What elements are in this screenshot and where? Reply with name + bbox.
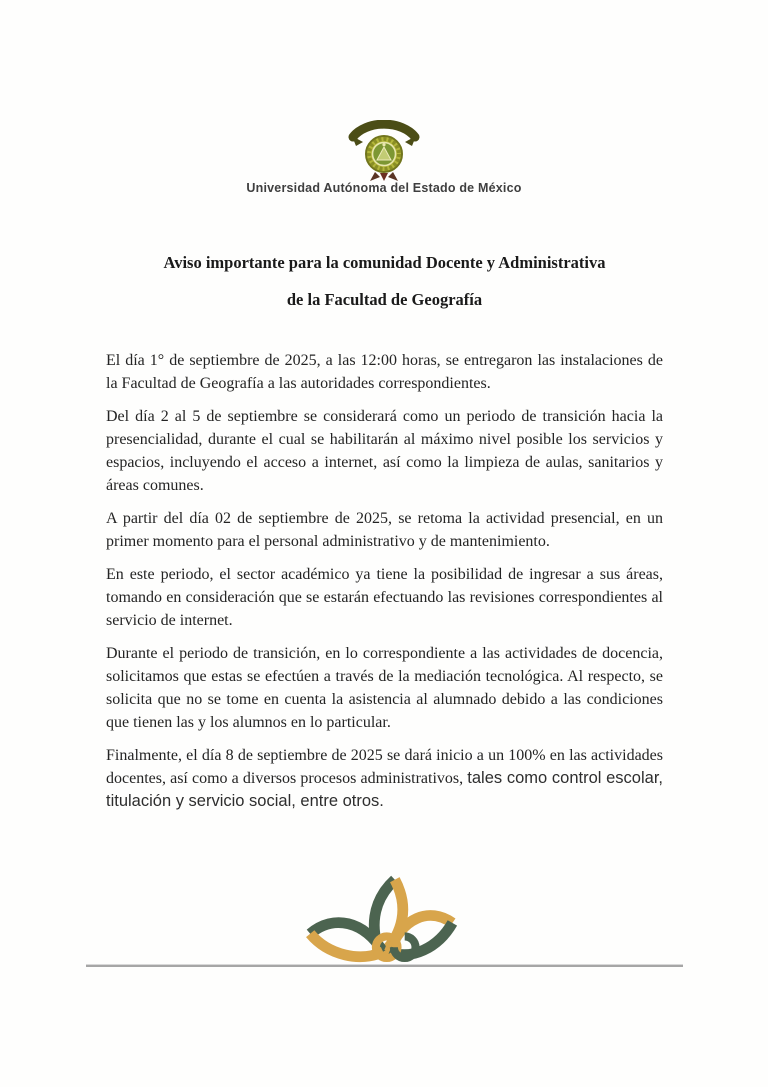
paragraph-final <box>106 744 663 813</box>
notice-title-line1: Aviso importante para la comunidad Docente y Administrativa <box>163 253 606 272</box>
university-name: Universidad Autónoma del Estado de México <box>246 181 522 195</box>
paragraph-academic-access: En este periodo, el sector académico ya tiene la posibilidad de ingresar a sus áreas, tomando en consideración que se estarán efectuando las revisiones correspondientes al servicio de internet. <box>106 566 663 629</box>
paragraph-final-sans-part: tales como control escolar, titulación y servicio social, entre otros. <box>106 769 663 810</box>
paragraph-transition-period: Del día 2 al 5 de septiembre se considerará como un periodo de transición hacia la presencialidad, durante el cual se habilitarán al máximo nivel posible los servicios y espacios, incluyendo el acceso a internet, así como la limpieza de aulas, sanitarios y áreas comunes. <box>106 408 663 494</box>
paragraph-handover: El día 1° de septiembre de 2025, a las 12:00 horas, se entregaron las instalaciones de la Facultad de Geografía a las autoridades correspondientes. <box>106 352 663 392</box>
university-crest-icon <box>0 120 768 189</box>
leaves-logo-icon <box>294 874 474 970</box>
paragraph-resume-presential: A partir del día 02 de septiembre de 2025, se retoma la actividad presencial, en un primer momento para el personal administrativo y de mantenimiento. <box>106 510 663 550</box>
notice-title <box>106 253 663 310</box>
leaves-logo-svg <box>294 874 474 970</box>
uaemex-crest-svg <box>346 120 422 184</box>
notice-body <box>106 349 663 813</box>
paragraph-final-serif-part: Finalmente, el día 8 de septiembre de 2025 se dará inicio a un 100% en las actividades docentes, así como a diversos procesos administrativos, <box>106 747 663 787</box>
notice-title-line2: de la Facultad de Geografía <box>286 290 483 309</box>
paragraph-teaching-mediation: Durante el periodo de transición, en lo correspondiente a las actividades de docencia, solicitamos que estas se efectúen a través de la mediación tecnológica. Al respecto, se solicita que no se tome en cuenta la asistencia al alumnado debido a las condiciones que tienen las y los alumnos en lo particular. <box>106 645 663 731</box>
